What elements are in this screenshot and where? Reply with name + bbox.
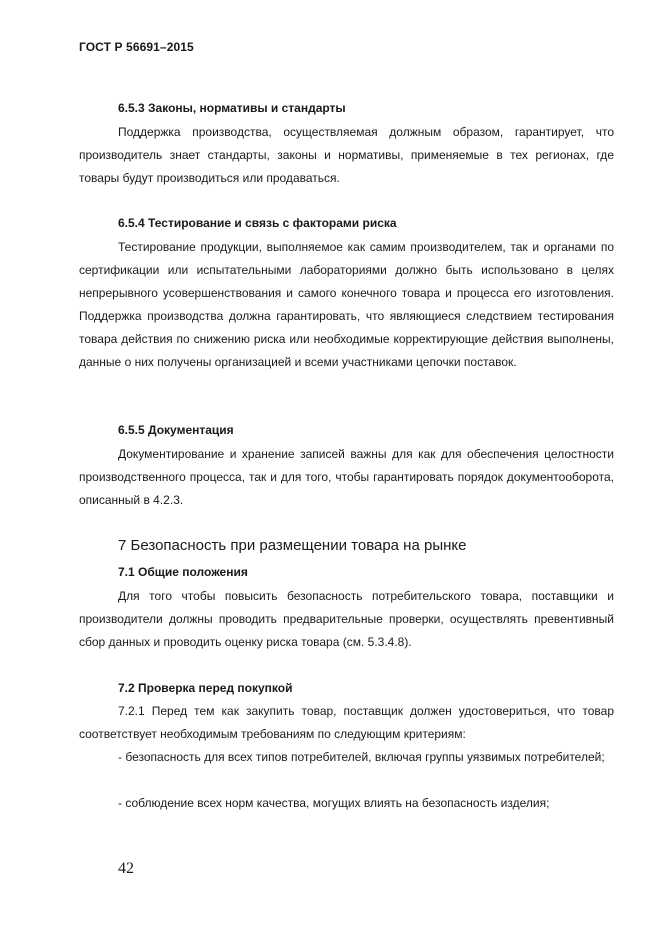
document-header: ГОСТ Р 56691–2015 xyxy=(79,40,194,54)
section-title-7-1: 7.1 Общие положения xyxy=(118,565,248,579)
list-item: - безопасность для всех типов потребителей, включая группы уязвимых потребителей; xyxy=(118,750,605,764)
section-title-6-5-4: 6.5.4 Тестирование и связь с факторами риска xyxy=(118,216,397,230)
section-title-6-5-3: 6.5.3 Законы, нормативы и стандарты xyxy=(118,101,346,115)
section-text-7-1: Для того чтобы повысить безопасность потребительского товара, поставщики и производители должны проводить предварительные проверки, осуществлять превентивный сбор данных и проводить оценку риска товара (см. 5.3.4.8). xyxy=(79,589,614,649)
section-text-6-5-4: Тестирование продукции, выполняемое как самим производителем, так и органами по сертификации или испытательными лабораториями должно быть использовано в целях непрерывного усовершенствования и самого конечного товара и процесса его изготовления. Поддержка производства должна гарантировать, что являющиеся следствием тестирования товара действия по снижению риска или необходимые корректирующие действия выполнены, данные о них получены организацией и всеми участниками цепочки поставок. xyxy=(79,240,614,369)
list-item: - соблюдение всех норм качества, могущих влиять на безопасность изделия; xyxy=(118,796,550,810)
section-text-6-5-5: Документирование и хранение записей важны для как для обеспечения целостности производственного процесса, так и для того, чтобы гарантировать порядок документооборота, описанный в 4.2.3. xyxy=(79,447,614,507)
section-title-7-2: 7.2 Проверка перед покупкой xyxy=(118,681,293,695)
chapter-title-7: 7 Безопасность при размещении товара на рынке xyxy=(118,537,467,554)
section-text-7-2-1: 7.2.1 Перед тем как закупить товар, поставщик должен удостовериться, что товар соответствует необходимым требованиям по следующим критериям: xyxy=(79,704,614,741)
section-text-6-5-3: Поддержка производства, осуществляемая должным образом, гарантирует, что производитель знает стандарты, законы и нормативы, применяемые в тех регионах, где товары будут производиться или продаваться. xyxy=(79,125,614,185)
page-number: 42 xyxy=(118,860,134,877)
section-title-6-5-5: 6.5.5 Документация xyxy=(118,423,234,437)
